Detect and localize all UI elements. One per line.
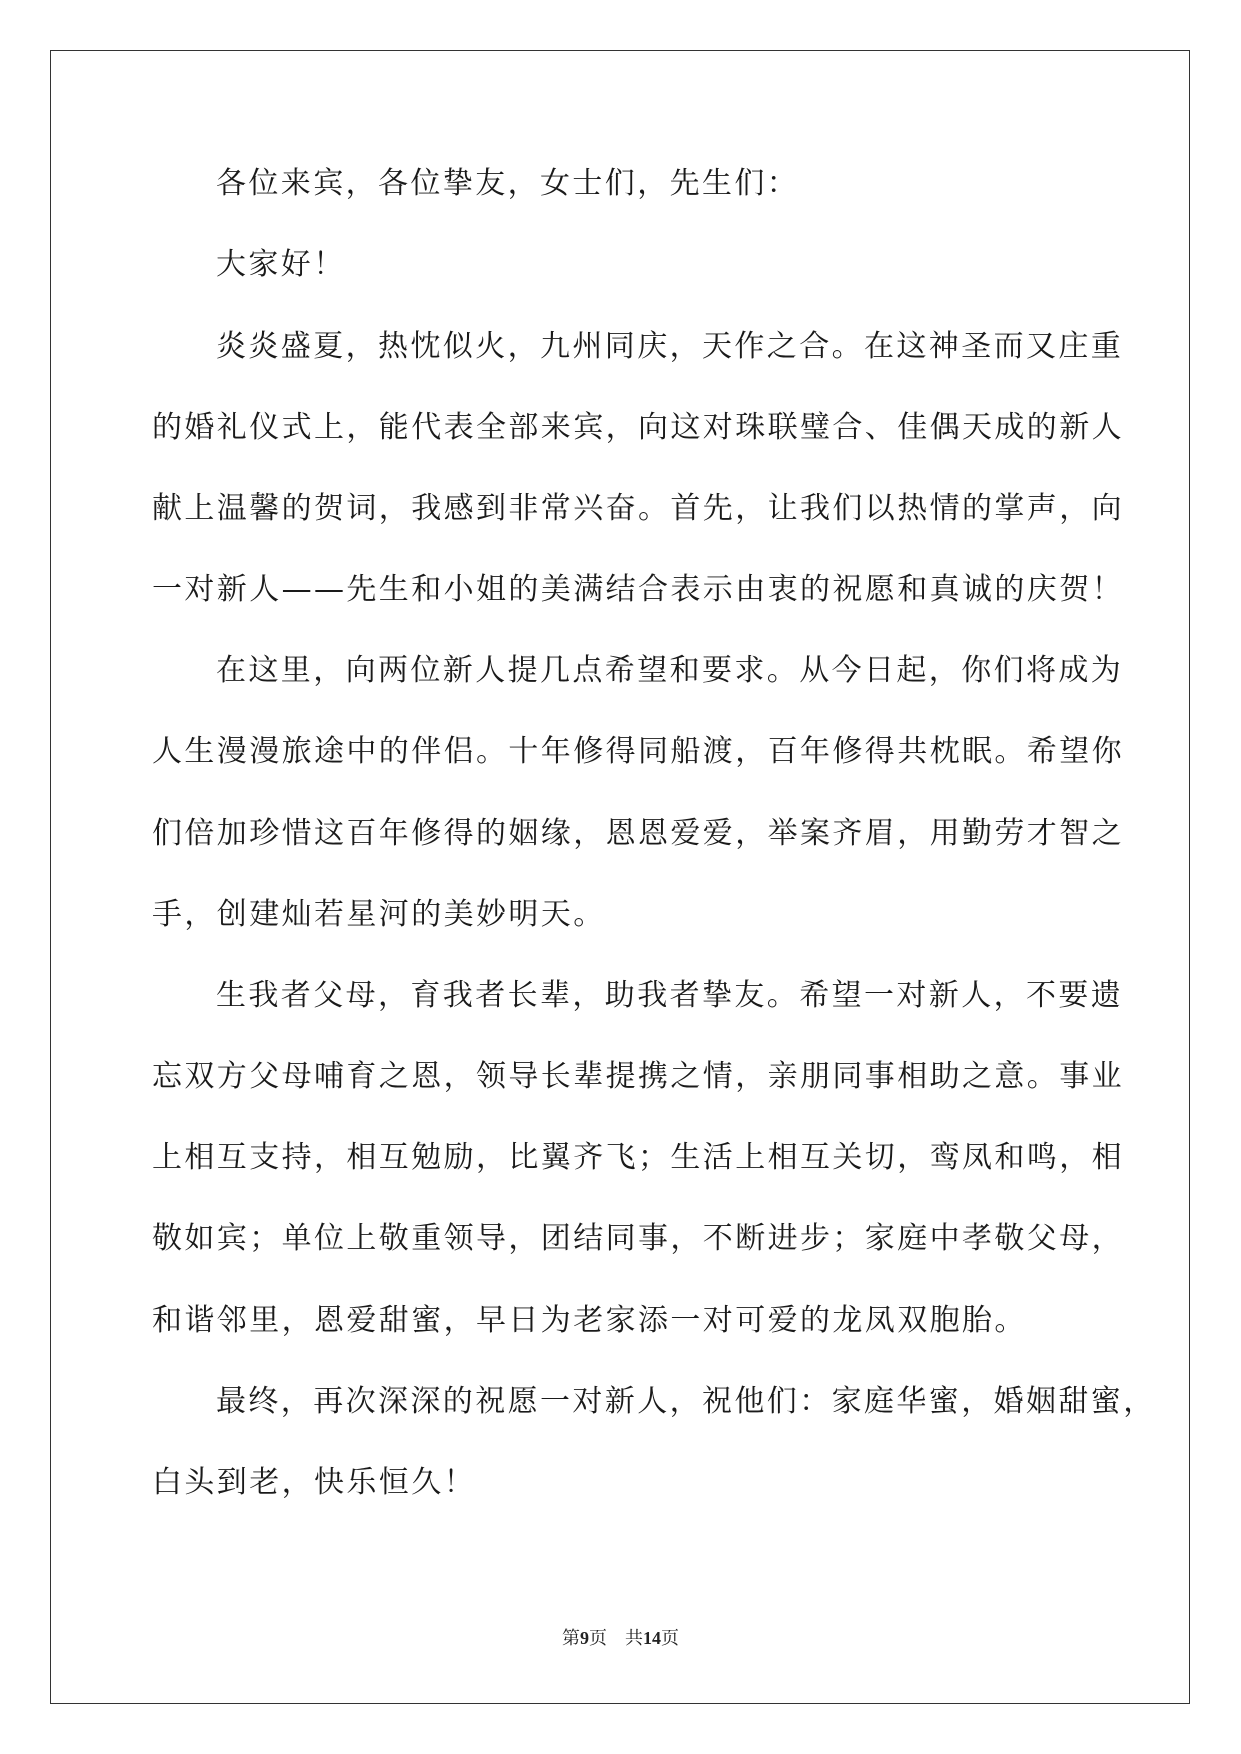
paragraph-line: 炎炎盛夏，热忱似火，九州同庆，天作之合。在这神圣而又庄重: [216, 329, 1124, 364]
greeting-line: 各位来宾，各位挚友，女士们，先生们：: [216, 166, 800, 201]
paragraph-line: 上相互支持，相互勉励，比翼齐飞；生活上相互关切，鸾凤和鸣，相: [152, 1140, 1124, 1175]
paragraph-line: 生我者父母，育我者长辈，助我者挚友。希望一对新人，不要遗: [216, 978, 1124, 1013]
page-border: [50, 50, 1190, 1704]
page-prefix: 第: [562, 1628, 580, 1648]
total-pages: 14: [643, 1628, 661, 1648]
total-prefix: 共: [625, 1628, 643, 1648]
page-number: 9: [580, 1628, 589, 1648]
page-suffix: 页: [589, 1628, 607, 1648]
paragraph-line: 献上温馨的贺词，我感到非常兴奋。首先，让我们以热情的掌声，向: [152, 491, 1124, 526]
paragraph-line: 的婚礼仪式上，能代表全部来宾，向这对珠联璧合、佳偶天成的新人: [152, 410, 1124, 445]
paragraph-line: 一对新人——先生和小姐的美满结合表示由衷的祝愿和真诚的庆贺！: [152, 572, 1124, 607]
paragraph-line: 和谐邻里，恩爱甜蜜，早日为老家添一对可爱的龙凤双胞胎。: [152, 1303, 1027, 1338]
paragraph-line: 忘双方父母哺育之恩，领导长辈提携之情，亲朋同事相助之意。事业: [152, 1059, 1124, 1094]
paragraph-line: 最终，再次深深的祝愿一对新人，祝他们：家庭华蜜，婚姻甜蜜，: [216, 1384, 1156, 1419]
page-footer: [0, 1626, 1241, 1650]
paragraph-line: 敬如宾；单位上敬重领导，团结同事，不断进步；家庭中孝敬父母，: [152, 1221, 1124, 1256]
paragraph-line: 手，创建灿若星河的美妙明天。: [152, 897, 606, 932]
salutation-line: 大家好！: [216, 247, 346, 282]
paragraph-line: 白头到老，快乐恒久！: [152, 1465, 476, 1500]
paragraph-line: 人生漫漫旅途中的伴侣。十年修得同船渡，百年修得共枕眠。希望你: [152, 734, 1124, 769]
total-suffix: 页: [661, 1628, 679, 1648]
paragraph-line: 在这里，向两位新人提几点希望和要求。从今日起，你们将成为: [216, 653, 1124, 688]
paragraph-line: 们倍加珍惜这百年修得的姻缘，恩恩爱爱，举案齐眉，用勤劳才智之: [152, 816, 1124, 851]
